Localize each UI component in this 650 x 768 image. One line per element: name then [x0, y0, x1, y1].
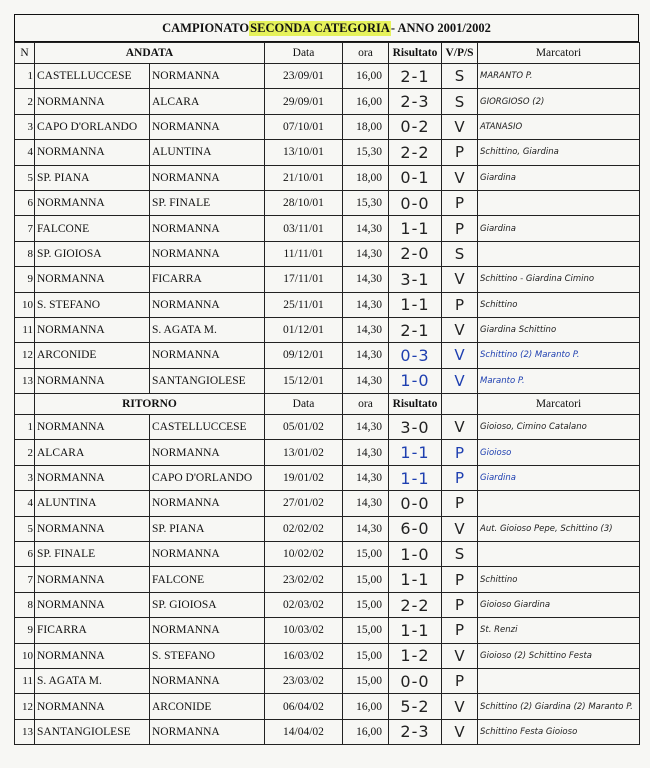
match-row [15, 516, 640, 541]
match-time: 14,30 [343, 216, 389, 241]
match-result: 0-0 [389, 190, 442, 215]
match-scorers: GIORGIOSO (2) [478, 89, 640, 114]
away-team: NORMANNA [150, 114, 265, 139]
home-team: S. AGATA M. [35, 668, 150, 693]
match-time: 14,30 [343, 465, 389, 490]
match-number: 10 [15, 292, 35, 317]
match-date: 05/01/02 [265, 415, 343, 440]
match-scorers: Schittino (2) Giardina (2) Maranto P. [478, 694, 640, 719]
ritorno-header-row [15, 394, 640, 415]
home-team: NORMANNA [35, 465, 150, 490]
match-date: 28/10/01 [265, 190, 343, 215]
match-outcome: P [442, 567, 478, 592]
col-ora-ritorno: ora [343, 394, 389, 415]
match-outcome: P [442, 618, 478, 643]
match-row [15, 668, 640, 693]
match-row [15, 89, 640, 114]
home-team: NORMANNA [35, 694, 150, 719]
match-number: 8 [15, 592, 35, 617]
home-team: SP. PIANA [35, 165, 150, 190]
match-time: 16,00 [343, 719, 389, 744]
match-outcome: V [442, 368, 478, 393]
match-time: 14,30 [343, 241, 389, 266]
match-scorers: ATANASIO [478, 114, 640, 139]
match-scorers [478, 491, 640, 516]
col-data-ritorno: Data [265, 394, 343, 415]
match-row [15, 491, 640, 516]
away-team: FICARRA [150, 267, 265, 292]
match-result: 1-1 [389, 465, 442, 490]
match-number: 5 [15, 165, 35, 190]
andata-heading: ANDATA [35, 43, 265, 64]
match-result: 0-0 [389, 491, 442, 516]
match-date: 14/04/02 [265, 719, 343, 744]
match-outcome: P [442, 465, 478, 490]
col-vps: V/P/S [442, 43, 478, 64]
match-scorers: Aut. Gioioso Pepe, Schittino (3) [478, 516, 640, 541]
title-suffix: - ANNO 2001/2002 [390, 20, 491, 35]
away-team: NORMANNA [150, 440, 265, 465]
match-row [15, 368, 640, 393]
match-number: 1 [15, 415, 35, 440]
match-time: 15,00 [343, 618, 389, 643]
away-team: ALUNTINA [150, 140, 265, 165]
match-time: 14,30 [343, 491, 389, 516]
match-date: 17/11/01 [265, 267, 343, 292]
match-scorers: Schittino [478, 292, 640, 317]
match-result: 6-0 [389, 516, 442, 541]
match-scorers: Schittino (2) Maranto P. [478, 343, 640, 368]
match-date: 25/11/01 [265, 292, 343, 317]
match-date: 07/10/01 [265, 114, 343, 139]
match-time: 16,00 [343, 694, 389, 719]
away-team: NORMANNA [150, 491, 265, 516]
away-team: ARCONIDE [150, 694, 265, 719]
match-number: 4 [15, 140, 35, 165]
match-outcome: S [442, 542, 478, 567]
away-team: NORMANNA [150, 618, 265, 643]
away-team: NORMANNA [150, 292, 265, 317]
col-n: N [15, 43, 35, 64]
match-date: 02/02/02 [265, 516, 343, 541]
match-row [15, 465, 640, 490]
match-date: 23/02/02 [265, 567, 343, 592]
match-scorers: St. Renzi [478, 618, 640, 643]
home-team: NORMANNA [35, 415, 150, 440]
match-time: 14,30 [343, 343, 389, 368]
away-team: SANTANGIOLESE [150, 368, 265, 393]
match-row [15, 719, 640, 744]
match-scorers [478, 241, 640, 266]
home-team: ALUNTINA [35, 491, 150, 516]
match-result: 1-1 [389, 618, 442, 643]
match-number: 3 [15, 114, 35, 139]
match-scorers: Gioioso, Cimino Catalano [478, 415, 640, 440]
away-team: SP. PIANA [150, 516, 265, 541]
away-team: S. AGATA M. [150, 317, 265, 342]
match-scorers: Giardina Schittino [478, 317, 640, 342]
col-ora: ora [343, 43, 389, 64]
home-team: NORMANNA [35, 190, 150, 215]
match-number: 11 [15, 668, 35, 693]
away-team: NORMANNA [150, 165, 265, 190]
col-marcatori: Marcatori [478, 43, 640, 64]
match-time: 18,00 [343, 114, 389, 139]
match-time: 14,30 [343, 415, 389, 440]
match-date: 09/12/01 [265, 343, 343, 368]
match-result: 2-2 [389, 140, 442, 165]
match-time: 15,00 [343, 668, 389, 693]
match-result: 1-1 [389, 216, 442, 241]
match-scorers [478, 190, 640, 215]
away-team: CAPO D'ORLANDO [150, 465, 265, 490]
match-time: 16,00 [343, 64, 389, 89]
match-row [15, 440, 640, 465]
match-row [15, 592, 640, 617]
match-number: 5 [15, 516, 35, 541]
away-team: S. STEFANO [150, 643, 265, 668]
match-outcome: S [442, 89, 478, 114]
match-row [15, 114, 640, 139]
match-result: 0-1 [389, 165, 442, 190]
match-time: 15,00 [343, 592, 389, 617]
match-number: 12 [15, 343, 35, 368]
match-outcome: P [442, 216, 478, 241]
col-risultato: Risultato [389, 43, 442, 64]
match-date: 10/02/02 [265, 542, 343, 567]
home-team: SP. GIOIOSA [35, 241, 150, 266]
match-result: 1-1 [389, 440, 442, 465]
match-time: 14,30 [343, 516, 389, 541]
match-outcome: P [442, 592, 478, 617]
home-team: NORMANNA [35, 89, 150, 114]
match-outcome: P [442, 292, 478, 317]
match-date: 23/09/01 [265, 64, 343, 89]
match-time: 15,00 [343, 542, 389, 567]
match-outcome: V [442, 165, 478, 190]
match-scorers: Schittino, Giardina [478, 140, 640, 165]
match-scorers: MARANTO P. [478, 64, 640, 89]
match-row [15, 415, 640, 440]
sheet-title [14, 14, 639, 42]
match-outcome: P [442, 140, 478, 165]
match-date: 13/10/01 [265, 140, 343, 165]
match-row [15, 618, 640, 643]
match-number: 6 [15, 542, 35, 567]
away-team: NORMANNA [150, 719, 265, 744]
match-outcome: P [442, 440, 478, 465]
col-n-empty [15, 394, 35, 415]
match-scorers: Schittino Festa Gioioso [478, 719, 640, 744]
home-team: S. STEFANO [35, 292, 150, 317]
match-scorers: Gioioso [478, 440, 640, 465]
home-team: NORMANNA [35, 267, 150, 292]
match-result: 1-1 [389, 567, 442, 592]
match-number: 12 [15, 694, 35, 719]
match-result: 0-2 [389, 114, 442, 139]
title-prefix: CAMPIONATO [162, 20, 250, 35]
match-row [15, 241, 640, 266]
home-team: NORMANNA [35, 567, 150, 592]
match-result: 2-1 [389, 317, 442, 342]
match-scorers: Gioioso Giardina [478, 592, 640, 617]
match-outcome: V [442, 267, 478, 292]
score-sheet [14, 14, 639, 745]
match-scorers: Schittino [478, 567, 640, 592]
match-number: 7 [15, 567, 35, 592]
home-team: SP. FINALE [35, 542, 150, 567]
match-number: 8 [15, 241, 35, 266]
col-marcatori-ritorno: Marcatori [478, 394, 640, 415]
match-date: 06/04/02 [265, 694, 343, 719]
match-result: 5-2 [389, 694, 442, 719]
match-result: 1-1 [389, 292, 442, 317]
home-team: NORMANNA [35, 592, 150, 617]
match-date: 23/03/02 [265, 668, 343, 693]
away-team: NORMANNA [150, 64, 265, 89]
col-data: Data [265, 43, 343, 64]
match-outcome: P [442, 190, 478, 215]
match-scorers: Giardina [478, 165, 640, 190]
match-number: 11 [15, 317, 35, 342]
match-time: 16,00 [343, 89, 389, 114]
match-time: 15,00 [343, 643, 389, 668]
match-scorers [478, 668, 640, 693]
match-date: 19/01/02 [265, 465, 343, 490]
match-number: 13 [15, 719, 35, 744]
match-result: 2-1 [389, 64, 442, 89]
match-result: 3-0 [389, 415, 442, 440]
match-row [15, 292, 640, 317]
match-row [15, 140, 640, 165]
match-number: 13 [15, 368, 35, 393]
home-team: NORMANNA [35, 368, 150, 393]
match-time: 18,00 [343, 165, 389, 190]
match-outcome: P [442, 668, 478, 693]
match-scorers: Maranto P. [478, 368, 640, 393]
away-team: NORMANNA [150, 668, 265, 693]
match-date: 16/03/02 [265, 643, 343, 668]
match-number: 7 [15, 216, 35, 241]
match-outcome: V [442, 317, 478, 342]
match-row [15, 216, 640, 241]
away-team: NORMANNA [150, 343, 265, 368]
home-team: ARCONIDE [35, 343, 150, 368]
away-team: NORMANNA [150, 542, 265, 567]
match-row [15, 694, 640, 719]
match-result: 0-3 [389, 343, 442, 368]
match-result: 1-0 [389, 542, 442, 567]
away-team: FALCONE [150, 567, 265, 592]
match-result: 2-0 [389, 241, 442, 266]
andata-header-row [15, 43, 640, 64]
match-time: 14,30 [343, 368, 389, 393]
match-date: 01/12/01 [265, 317, 343, 342]
match-row [15, 165, 640, 190]
match-result: 2-3 [389, 89, 442, 114]
match-outcome: S [442, 241, 478, 266]
match-row [15, 317, 640, 342]
match-outcome: V [442, 719, 478, 744]
match-scorers: Giardina [478, 465, 640, 490]
match-row [15, 542, 640, 567]
match-time: 14,30 [343, 292, 389, 317]
match-result: 0-0 [389, 668, 442, 693]
match-outcome: V [442, 694, 478, 719]
match-time: 15,30 [343, 140, 389, 165]
match-time: 15,00 [343, 567, 389, 592]
match-number: 3 [15, 465, 35, 490]
away-team: NORMANNA [150, 241, 265, 266]
match-number: 9 [15, 618, 35, 643]
away-team: SP. FINALE [150, 190, 265, 215]
match-number: 1 [15, 64, 35, 89]
home-team: CASTELLUCCESE [35, 64, 150, 89]
match-date: 11/11/01 [265, 241, 343, 266]
match-date: 15/12/01 [265, 368, 343, 393]
match-result: 2-3 [389, 719, 442, 744]
match-row [15, 267, 640, 292]
match-date: 03/11/01 [265, 216, 343, 241]
match-number: 6 [15, 190, 35, 215]
match-scorers: Gioioso (2) Schittino Festa [478, 643, 640, 668]
match-number: 2 [15, 89, 35, 114]
match-time: 14,30 [343, 440, 389, 465]
match-date: 29/09/01 [265, 89, 343, 114]
match-outcome: P [442, 491, 478, 516]
match-result: 3-1 [389, 267, 442, 292]
match-row [15, 643, 640, 668]
home-team: FICARRA [35, 618, 150, 643]
match-time: 15,30 [343, 190, 389, 215]
match-scorers [478, 542, 640, 567]
home-team: FALCONE [35, 216, 150, 241]
title-highlight: SECONDA CATEGORIA [250, 20, 390, 35]
home-team: NORMANNA [35, 643, 150, 668]
col-risultato-ritorno: Risultato [389, 394, 442, 415]
match-date: 10/03/02 [265, 618, 343, 643]
match-result: 1-0 [389, 368, 442, 393]
match-outcome: V [442, 415, 478, 440]
ritorno-heading: RITORNO [35, 394, 265, 415]
match-time: 14,30 [343, 317, 389, 342]
match-row [15, 64, 640, 89]
match-number: 2 [15, 440, 35, 465]
home-team: NORMANNA [35, 140, 150, 165]
match-row [15, 567, 640, 592]
match-date: 13/01/02 [265, 440, 343, 465]
match-date: 21/10/01 [265, 165, 343, 190]
home-team: SANTANGIOLESE [35, 719, 150, 744]
home-team: NORMANNA [35, 516, 150, 541]
match-number: 9 [15, 267, 35, 292]
match-result: 1-2 [389, 643, 442, 668]
home-team: CAPO D'ORLANDO [35, 114, 150, 139]
away-team: SP. GIOIOSA [150, 592, 265, 617]
match-row [15, 343, 640, 368]
away-team: NORMANNA [150, 216, 265, 241]
match-scorers: Schittino - Giardina Cimino [478, 267, 640, 292]
col-vps-ritorno-empty [442, 394, 478, 415]
home-team: NORMANNA [35, 317, 150, 342]
match-time: 14,30 [343, 267, 389, 292]
match-outcome: V [442, 516, 478, 541]
match-outcome: V [442, 114, 478, 139]
match-outcome: V [442, 643, 478, 668]
away-team: CASTELLUCCESE [150, 415, 265, 440]
match-outcome: V [442, 343, 478, 368]
match-date: 02/03/02 [265, 592, 343, 617]
match-number: 10 [15, 643, 35, 668]
home-team: ALCARA [35, 440, 150, 465]
away-team: ALCARA [150, 89, 265, 114]
match-row [15, 190, 640, 215]
match-date: 27/01/02 [265, 491, 343, 516]
fixtures-table [14, 42, 640, 745]
match-scorers: Giardina [478, 216, 640, 241]
match-outcome: S [442, 64, 478, 89]
match-number: 4 [15, 491, 35, 516]
match-result: 2-2 [389, 592, 442, 617]
